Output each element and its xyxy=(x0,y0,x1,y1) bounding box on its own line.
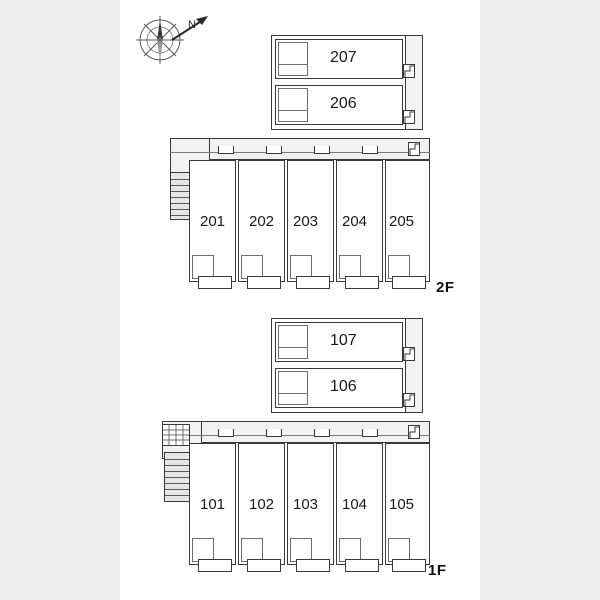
unit-204-balcony xyxy=(345,276,379,289)
unit-204-label: 204 xyxy=(342,213,368,230)
unit-206-stair-icon xyxy=(403,110,415,124)
door-notch-102 xyxy=(266,429,282,437)
unit-203-label: 203 xyxy=(293,213,319,230)
door-notch-103 xyxy=(314,429,330,437)
unit-104-label: 104 xyxy=(342,496,368,513)
unit-101-label: 101 xyxy=(200,496,226,513)
unit-205-label: 205 xyxy=(389,213,415,230)
unit-103-balcony xyxy=(296,559,330,572)
unit-106-entry xyxy=(278,393,308,405)
unit-104-balcony xyxy=(345,559,379,572)
unit-101-balcony xyxy=(198,559,232,572)
corridor-1f-line xyxy=(162,435,430,436)
unit-205-balcony xyxy=(392,276,426,289)
floor-label-2f: 2F xyxy=(436,279,455,296)
entrance-grid-1f xyxy=(162,424,190,446)
unit-207-stair-icon xyxy=(403,64,415,78)
door-notch-104 xyxy=(362,429,378,437)
unit-107-entry xyxy=(278,347,308,359)
door-notch-202 xyxy=(266,146,282,154)
unit-202-label: 202 xyxy=(249,213,275,230)
unit-207-entry xyxy=(278,64,308,76)
unit-206-entry xyxy=(278,110,308,122)
corridor-2f-stair-icon xyxy=(408,142,420,156)
svg-text:N: N xyxy=(188,19,196,31)
unit-102-label: 102 xyxy=(249,496,275,513)
door-notch-204 xyxy=(362,146,378,154)
door-notch-203 xyxy=(314,146,330,154)
stairs-1f[interactable] xyxy=(164,452,192,502)
unit-107-label: 107 xyxy=(330,332,357,349)
unit-202-balcony xyxy=(247,276,281,289)
unit-201-label: 201 xyxy=(200,213,226,230)
door-notch-201 xyxy=(218,146,234,154)
unit-207-label: 207 xyxy=(330,49,357,66)
corridor-2f-line xyxy=(170,152,430,153)
unit-105-balcony xyxy=(392,559,426,572)
unit-106-label: 106 xyxy=(330,378,357,395)
unit-206-label: 206 xyxy=(330,95,357,112)
unit-105-label: 105 xyxy=(389,496,415,513)
unit-203-balcony xyxy=(296,276,330,289)
floor-label-1f: 1F xyxy=(428,562,447,579)
unit-107-stair-icon xyxy=(403,347,415,361)
door-notch-101 xyxy=(218,429,234,437)
unit-102-balcony xyxy=(247,559,281,572)
corridor-1f xyxy=(162,421,430,443)
unit-106-stair-icon xyxy=(403,393,415,407)
corridor-1f-stair-icon xyxy=(408,425,420,439)
unit-103-label: 103 xyxy=(293,496,319,513)
unit-201-balcony xyxy=(198,276,232,289)
north-arrow-icon xyxy=(132,8,222,64)
